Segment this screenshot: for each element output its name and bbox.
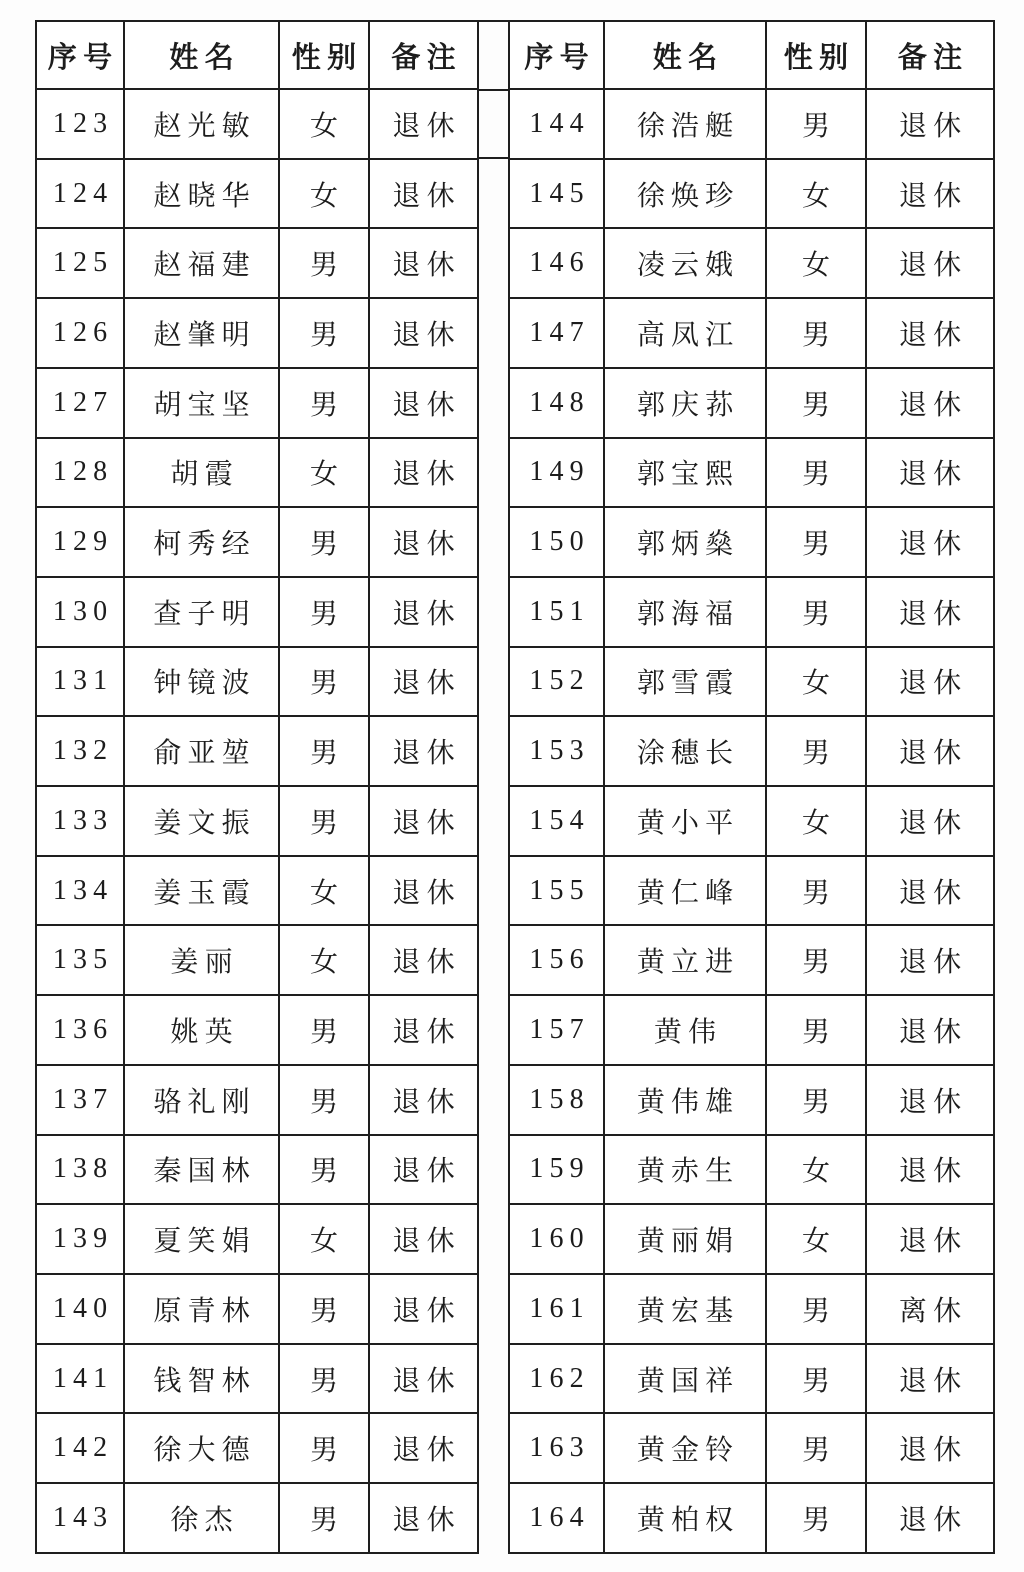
remark-cell: 退休 [369,856,478,926]
serial-cell: 143 [36,1483,124,1553]
remark-cell: 退休 [369,438,478,508]
table-row [509,925,994,995]
remark-cell: 退休 [866,1344,994,1414]
table-row [509,438,994,508]
gender-cell: 男 [279,1065,369,1135]
gender-cell: 女 [279,925,369,995]
remark-cell: 离休 [866,1274,994,1344]
table-row [36,786,478,856]
table-body [509,89,994,1553]
name-cell: 徐大德 [124,1413,279,1483]
remark-cell: 退休 [866,507,994,577]
header-name: 姓名 [124,21,279,89]
header-row [509,21,994,89]
remark-cell: 退休 [866,1204,994,1274]
table-row [36,507,478,577]
remark-cell: 退休 [369,1065,478,1135]
gender-cell: 男 [279,1483,369,1553]
remark-cell: 退休 [866,1065,994,1135]
name-cell: 黄仁峰 [604,856,766,926]
roster-table-right [508,20,995,1554]
gender-cell: 男 [766,577,866,647]
name-cell: 徐焕珍 [604,159,766,229]
remark-cell: 退休 [866,925,994,995]
table-row [509,1135,994,1205]
remark-cell: 退休 [866,995,994,1065]
name-cell: 赵光敏 [124,89,279,159]
name-cell: 赵晓华 [124,159,279,229]
serial-cell: 136 [36,995,124,1065]
remark-cell: 退休 [369,925,478,995]
gender-cell: 男 [279,786,369,856]
table-row [509,368,994,438]
name-cell: 黄伟 [604,995,766,1065]
serial-cell: 130 [36,577,124,647]
table-row [509,786,994,856]
gender-cell: 男 [766,1344,866,1414]
gender-cell: 男 [766,438,866,508]
gender-cell: 男 [766,716,866,786]
name-cell: 夏笑娟 [124,1204,279,1274]
name-cell: 柯秀经 [124,507,279,577]
name-cell: 赵福建 [124,228,279,298]
serial-cell: 125 [36,228,124,298]
gender-cell: 女 [279,1204,369,1274]
gender-cell: 女 [766,1135,866,1205]
serial-cell: 156 [509,925,604,995]
header-gender: 性别 [766,21,866,89]
serial-cell: 153 [509,716,604,786]
table-row [509,507,994,577]
gender-cell: 男 [766,1274,866,1344]
remark-cell: 退休 [866,786,994,856]
name-cell: 钟镜波 [124,647,279,717]
serial-cell: 163 [509,1413,604,1483]
name-cell: 姜文振 [124,786,279,856]
gender-cell: 男 [279,1413,369,1483]
gender-cell: 男 [766,507,866,577]
gap-cell-header [477,22,508,91]
remark-cell: 退休 [369,1135,478,1205]
header-remark: 备注 [369,21,478,89]
table-row [509,1204,994,1274]
serial-cell: 158 [509,1065,604,1135]
gender-cell: 男 [279,716,369,786]
serial-cell: 129 [36,507,124,577]
serial-cell: 126 [36,298,124,368]
name-cell: 俞亚堃 [124,716,279,786]
gender-cell: 女 [279,89,369,159]
serial-cell: 148 [509,368,604,438]
serial-cell: 161 [509,1274,604,1344]
name-cell: 郭庆荪 [604,368,766,438]
serial-cell: 152 [509,647,604,717]
table-gap-spacer [477,20,508,162]
header-remark: 备注 [866,21,994,89]
name-cell: 秦国林 [124,1135,279,1205]
serial-cell: 132 [36,716,124,786]
remark-cell: 退休 [866,1483,994,1553]
serial-cell: 160 [509,1204,604,1274]
table-row [36,577,478,647]
remark-cell: 退休 [369,1413,478,1483]
remark-cell: 退休 [866,856,994,926]
gender-cell: 男 [766,1483,866,1553]
gender-cell: 男 [279,995,369,1065]
table-row [36,438,478,508]
remark-cell: 退休 [866,716,994,786]
table-row [36,89,478,159]
remark-cell: 退休 [369,228,478,298]
serial-cell: 133 [36,786,124,856]
name-cell: 黄金铃 [604,1413,766,1483]
gender-cell: 女 [279,856,369,926]
table-row [36,1413,478,1483]
remark-cell: 退休 [369,89,478,159]
remark-cell: 退休 [866,368,994,438]
gender-cell: 男 [766,1065,866,1135]
name-cell: 查子明 [124,577,279,647]
remark-cell: 退休 [866,438,994,508]
gender-cell: 男 [766,298,866,368]
remark-cell: 退休 [866,647,994,717]
name-cell: 黄柏权 [604,1483,766,1553]
gender-cell: 男 [766,995,866,1065]
serial-cell: 128 [36,438,124,508]
gender-cell: 男 [279,577,369,647]
serial-cell: 137 [36,1065,124,1135]
remark-cell: 退休 [369,716,478,786]
gender-cell: 男 [279,1135,369,1205]
gender-cell: 男 [279,1274,369,1344]
serial-cell: 139 [36,1204,124,1274]
remark-cell: 退休 [369,368,478,438]
name-cell: 黄小平 [604,786,766,856]
gender-cell: 女 [279,159,369,229]
gender-cell: 男 [766,368,866,438]
name-cell: 郭宝熙 [604,438,766,508]
name-cell: 黄国祥 [604,1344,766,1414]
name-cell: 涂穗长 [604,716,766,786]
name-cell: 郭海福 [604,577,766,647]
table-header [509,21,994,89]
serial-cell: 154 [509,786,604,856]
header-gender: 性别 [279,21,369,89]
serial-cell: 155 [509,856,604,926]
table-row [36,647,478,717]
remark-cell: 退休 [369,1483,478,1553]
serial-cell: 146 [509,228,604,298]
roster-table-left [35,20,479,1554]
remark-cell: 退休 [866,89,994,159]
name-cell: 高凤江 [604,298,766,368]
serial-cell: 149 [509,438,604,508]
gender-cell: 女 [279,438,369,508]
table-row [509,577,994,647]
name-cell: 徐杰 [124,1483,279,1553]
remark-cell: 退休 [866,577,994,647]
table-row [509,647,994,717]
table-row [36,159,478,229]
remark-cell: 退休 [866,1135,994,1205]
gender-cell: 男 [279,647,369,717]
gender-cell: 男 [279,507,369,577]
name-cell: 黄立进 [604,925,766,995]
serial-cell: 147 [509,298,604,368]
table-row [509,995,994,1065]
serial-cell: 140 [36,1274,124,1344]
name-cell: 钱智林 [124,1344,279,1414]
table-row [36,856,478,926]
gender-cell: 男 [279,228,369,298]
table-row [36,925,478,995]
gap-cell-row1 [477,91,508,159]
table-row [509,1413,994,1483]
remark-cell: 退休 [369,507,478,577]
table-body [36,89,478,1553]
remark-cell: 退休 [369,647,478,717]
name-cell: 黄丽娟 [604,1204,766,1274]
table-row [36,368,478,438]
name-cell: 姚英 [124,995,279,1065]
gender-cell: 男 [279,298,369,368]
table-row [36,1204,478,1274]
name-cell: 骆礼刚 [124,1065,279,1135]
name-cell: 郭雪霞 [604,647,766,717]
table-row [36,1135,478,1205]
gender-cell: 女 [766,647,866,717]
header-row [36,21,478,89]
serial-cell: 157 [509,995,604,1065]
serial-cell: 151 [509,577,604,647]
table-row [509,159,994,229]
table-row [36,1344,478,1414]
gender-cell: 男 [279,1344,369,1414]
serial-cell: 124 [36,159,124,229]
serial-cell: 127 [36,368,124,438]
name-cell: 姜丽 [124,925,279,995]
remark-cell: 退休 [369,786,478,856]
table-row [36,228,478,298]
serial-cell: 134 [36,856,124,926]
serial-cell: 144 [509,89,604,159]
name-cell: 原青林 [124,1274,279,1344]
serial-cell: 145 [509,159,604,229]
serial-cell: 131 [36,647,124,717]
gender-cell: 女 [766,228,866,298]
table-row [36,1483,478,1553]
table-row [36,716,478,786]
name-cell: 胡宝坚 [124,368,279,438]
header-serial: 序号 [36,21,124,89]
name-cell: 黄赤生 [604,1135,766,1205]
gender-cell: 男 [766,1413,866,1483]
table-row [509,298,994,368]
table-row [509,716,994,786]
remark-cell: 退休 [369,159,478,229]
serial-cell: 164 [509,1483,604,1553]
remark-cell: 退休 [369,1344,478,1414]
remark-cell: 退休 [866,228,994,298]
table-row [509,1274,994,1344]
table-row [36,298,478,368]
name-cell: 徐浩艇 [604,89,766,159]
header-serial: 序号 [509,21,604,89]
remark-cell: 退休 [866,298,994,368]
name-cell: 姜玉霞 [124,856,279,926]
remark-cell: 退休 [369,995,478,1065]
serial-cell: 142 [36,1413,124,1483]
name-cell: 黄宏基 [604,1274,766,1344]
remark-cell: 退休 [866,159,994,229]
table-row [509,228,994,298]
name-cell: 郭炳燊 [604,507,766,577]
serial-cell: 162 [509,1344,604,1414]
table-row [509,1344,994,1414]
serial-cell: 141 [36,1344,124,1414]
serial-cell: 123 [36,89,124,159]
name-cell: 赵肇明 [124,298,279,368]
table-row [509,856,994,926]
table-row [36,1274,478,1344]
table-row [509,89,994,159]
gender-cell: 男 [766,89,866,159]
remark-cell: 退休 [369,1274,478,1344]
serial-cell: 150 [509,507,604,577]
gender-cell: 女 [766,159,866,229]
serial-cell: 159 [509,1135,604,1205]
remark-cell: 退休 [369,1204,478,1274]
name-cell: 胡霞 [124,438,279,508]
remark-cell: 退休 [369,298,478,368]
table-header [36,21,478,89]
name-cell: 凌云娥 [604,228,766,298]
remark-cell: 退休 [369,577,478,647]
gender-cell: 男 [766,856,866,926]
gender-cell: 男 [766,925,866,995]
remark-cell: 退休 [866,1413,994,1483]
gender-cell: 女 [766,1204,866,1274]
table-row [36,995,478,1065]
name-cell: 黄伟雄 [604,1065,766,1135]
table-row [509,1065,994,1135]
gender-cell: 女 [766,786,866,856]
serial-cell: 138 [36,1135,124,1205]
gender-cell: 男 [279,368,369,438]
table-row [509,1483,994,1553]
serial-cell: 135 [36,925,124,995]
header-name: 姓名 [604,21,766,89]
table-row [36,1065,478,1135]
